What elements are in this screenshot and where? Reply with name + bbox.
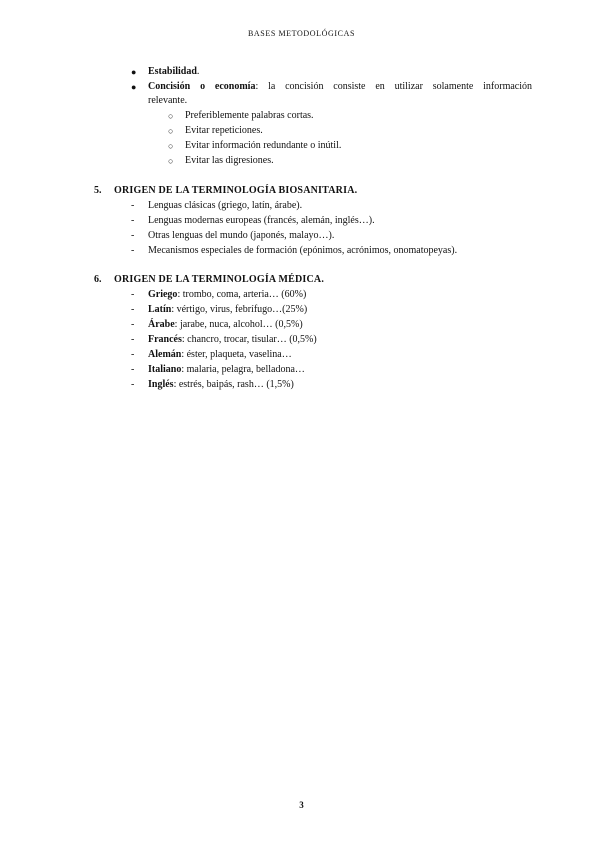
language-term: Griego [148, 289, 178, 300]
bullet-term: Concisión o economía [148, 81, 256, 92]
language-examples: : vértigo, virus, febrífugo…(25%) [171, 304, 308, 315]
language-examples: : jarabe, nuca, alcohol… (0,5%) [174, 319, 303, 330]
language-term: Italiano [148, 364, 182, 375]
bullet-rest: . [196, 66, 200, 77]
language-examples: : trombo, coma, arteria… (60%) [177, 289, 307, 300]
section-5-number: 5. [94, 185, 102, 196]
dash-bullet-icon: - [131, 364, 135, 375]
page-header: BASES METODOLÓGICAS [247, 29, 356, 38]
language-term: Inglés [148, 379, 174, 390]
sub-bullet-item: Preferiblemente palabras cortas. [185, 110, 314, 121]
list-item [148, 349, 292, 361]
list-item: Otras lenguas del mundo (japonés, malayo…). [148, 230, 335, 241]
bullet-item-concision-line2: relevante. [148, 95, 188, 106]
dash-bullet-icon: - [131, 245, 135, 256]
language-examples: : malaria, pelagra, belladona… [181, 364, 305, 375]
language-term: Alemán [148, 349, 182, 360]
list-item: Lenguas clásicas (griego, latín, árabe). [148, 200, 303, 211]
bullet-item-estabilidad [148, 66, 199, 78]
circle-bullet-icon: ○ [168, 111, 174, 121]
circle-bullet-icon: ○ [168, 156, 174, 166]
section-5-title-text: ORIGEN DE LA TERMINOLOGÍA BIOSANITARIA [114, 185, 355, 196]
language-examples: : éster, plaqueta, vaselina… [181, 349, 292, 360]
list-item: Mecanismos especiales de formación (epónimos, acrónimos, onomatopeyas). [148, 245, 458, 256]
page-number: 3 [299, 800, 304, 810]
sub-bullet-item: Evitar repeticiones. [185, 125, 263, 136]
bullet-dot-icon: ● [131, 82, 137, 92]
bullet-rest: : la concisión consiste en utilizar solamente información [255, 81, 532, 92]
dash-bullet-icon: - [131, 334, 135, 345]
list-item [148, 289, 306, 301]
section-6-title-text: ORIGEN DE LA TERMINOLOGÍA MÉDICA [114, 274, 322, 285]
dash-bullet-icon: - [131, 200, 135, 211]
section-6-number: 6. [94, 274, 102, 285]
circle-bullet-icon: ○ [168, 141, 174, 151]
bullet-term: Estabilidad [148, 66, 197, 77]
language-term: Árabe [148, 319, 175, 330]
list-item [148, 304, 307, 316]
bullet-item-concision-line1 [148, 80, 532, 94]
language-term: Francés [148, 334, 182, 345]
sub-bullet-item: Evitar información redundante o inútil. [185, 140, 342, 151]
list-item [148, 364, 305, 376]
language-examples: : estrés, baipás, rash… (1,5%) [173, 379, 294, 390]
circle-bullet-icon: ○ [168, 126, 174, 136]
dash-bullet-icon: - [131, 379, 135, 390]
language-examples: : chancro, trocar, tisular… (0,5%) [181, 334, 317, 345]
sub-bullet-item: Evitar las digresiones. [185, 155, 274, 166]
dash-bullet-icon: - [131, 304, 135, 315]
list-item [148, 319, 303, 331]
dash-bullet-icon: - [131, 230, 135, 241]
section-5-title: ORIGEN DE LA TERMINOLOGÍA BIOSANITARIA. [114, 185, 358, 196]
dash-bullet-icon: - [131, 215, 135, 226]
section-6-title: ORIGEN DE LA TERMINOLOGÍA MÉDICA. [114, 274, 325, 285]
list-item [148, 379, 294, 391]
list-item: Lenguas modernas europeas (francés, alemán, inglés…). [148, 215, 375, 226]
dash-bullet-icon: - [131, 349, 135, 360]
dash-bullet-icon: - [131, 289, 135, 300]
bullet-dot-icon: ● [131, 67, 137, 77]
language-term: Latín [148, 304, 172, 315]
list-item [148, 334, 317, 346]
dash-bullet-icon: - [131, 319, 135, 330]
